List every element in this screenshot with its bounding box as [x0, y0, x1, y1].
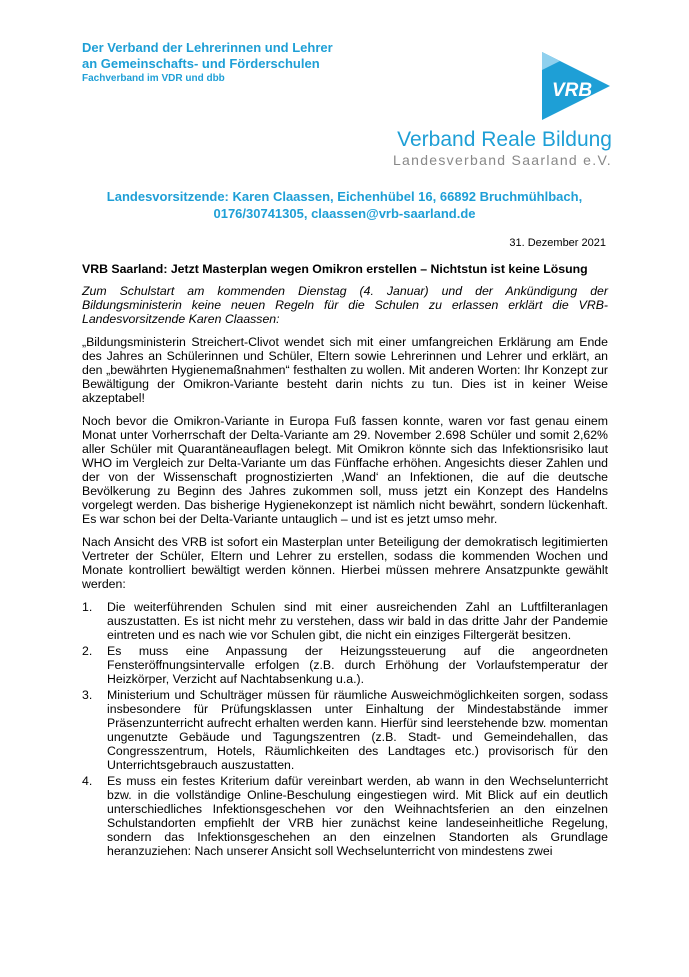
brand-name: Verband Reale Bildung	[397, 128, 612, 151]
document-body	[82, 262, 608, 860]
document-title: VRB Saarland: Jetzt Masterplan wegen Omikron erstellen – Nichtstun ist keine Lösung	[82, 262, 588, 276]
body-paragraph-3: Nach Ansicht des VRB ist sofort ein Masterplan unter Beteiligung der demokratisch legitimierten Vertreter der Schüler, Eltern und Lehrer zu erstellen, sodass die kommenden Wochen und Monate kontrolliert bewältigt werden können. Hierbei müssen mehrere Ansatzpunkte gewählt werden:	[82, 535, 608, 591]
body-paragraph-2: Noch bevor die Omikron-Variante in Europa Fuß fassen konnte, waren vor fast genau einem Monat unter Vorherrschaft der Delta-Variante am 29. November 2.698 Schüler und somit 2,62% aller Schüler mit Quarantäneauflagen belegt. Mit Omikron könnte sich das Infektionsrisiko laut WHO im Vergleich zur Delta-Variante um das Fünffache erhöhen. Angesichts dieser Zahlen und der von der Wissenschaft prognostizierten ‚Wand‘ an Infektionen, die auf die deutsche Bevölkerung zu Beginn des Jahres zukommen soll, muss jetzt ein Konzept des Handelns vorgelegt werden. Das bisherige Hygienekonzept ist nämlich nicht bewährt, sondern lückenhaft. Es war schon bei der Delta-Variante untauglich – und ist es jetzt umso mehr.	[82, 414, 608, 526]
association-name-line2: an Gemeinschafts- und Förderschulen	[82, 56, 320, 71]
vrb-logo	[538, 44, 612, 124]
list-item-number: 1.	[82, 600, 93, 614]
list-item-number: 4.	[82, 774, 93, 788]
association-header	[82, 40, 402, 86]
association-subtitle: Fachverband im VDR und dbb	[82, 73, 225, 84]
brand-block	[393, 128, 612, 168]
intro-paragraph: Zum Schulstart am kommenden Dienstag (4. Januar) und der Ankündigung der Bildungsministerin keine neuen Regeln für die Schulen zu erlassen erklärt die VRB-Landesvorsitzende Karen Claassen:	[82, 284, 608, 326]
list-item-text: Die weiterführenden Schulen sind mit einer ausreichenden Zahl an Luftfilteranlagen auszustatten. Es ist nicht mehr zu verstehen, dass wir bald in das dritte Jahr der Pandemie eintreten und es nach wie vor Schulen gibt, die nicht ein einziges Filtergerät besitzen.	[107, 600, 608, 642]
list-item	[82, 600, 608, 642]
list-item	[82, 774, 608, 858]
list-item-text: Ministerium und Schulträger müssen für räumliche Ausweichmöglichkeiten sorgen, sodass insbesondere für Prüfungsklassen unter Einhaltung der Mindestabstände immer Präsenzunterricht aufrecht erhalten werden kann. Hierfür sind leerstehende bzw. momentan ungenutzte Gebäude und Tagungszentren (z.B. Stadt- und Gemeindehallen, das Congresszentrum, Hotels, Räumlichkeiten des Landtages etc.) provisorisch für den Unterrichtsgebrauch auszustatten.	[107, 688, 608, 772]
list-item	[82, 688, 608, 772]
list-item-number: 3.	[82, 688, 93, 702]
list-item-number: 2.	[82, 644, 93, 658]
vrb-logo-icon	[538, 44, 612, 124]
association-name-line1: Der Verband der Lehrerinnen und Lehrer	[82, 40, 333, 55]
chair-contact	[60, 188, 629, 222]
body-paragraph-1: „Bildungsministerin Streichert-Clivot wendet sich mit einer umfangreichen Erklärung am Ende des Jahres an Schülerinnen und Schüler, Eltern sowie Lehrerinnen und Lehrer und erklärt, an den „bewährten Hygienemaßnahmen“ festhalten zu wollen. Mit anderen Worten: Ihr Konzept zur Bewältigung der Omikron-Variante besteht darin nichts zu tun. Dies ist in keiner Weise akzeptabel!	[82, 335, 608, 405]
brand-subtitle: Landesverband Saarland e.V.	[392, 152, 612, 168]
list-item-text: Es muss ein festes Kriterium dafür vereinbart werden, ab wann in den Wechselunterricht bzw. in die vollständige Online-Beschulung eingestiegen wird. Mit Blick auf ein deutlich unterschiedliches Infektionsgeschehen vor den Weihnachtsferien an den einzelnen Schulstandorten empfiehlt der VRB hier zunächst keine landeseinheitliche Regelung, sondern das Infektionsgeschehen an den einzelnen Standorten als Grundlage heranzuziehen: Nach unserer Ansicht soll Wechselunterricht von mindestens zwei	[107, 774, 608, 858]
list-item-text: Es muss eine Anpassung der Heizungssteuerung auf die angeordneten Fensteröffnungsintervalle erfolgen (z.B. durch Erhöhung der Vorlaufstemperatur der Heizkörper, Verzicht auf Nachtabsenkung u.a.).	[107, 644, 608, 686]
logo-text: VRB	[552, 80, 593, 101]
chair-line1: Landesvorsitzende: Karen Claassen, Eichenhübel 16, 66892 Bruchmühlbach,	[106, 189, 583, 204]
list-item	[82, 644, 608, 686]
chair-line2: 0176/30741305, claassen@vrb-saarland.de	[213, 206, 476, 221]
points-list	[82, 600, 608, 858]
document-date: 31. Dezember 2021	[509, 237, 606, 249]
